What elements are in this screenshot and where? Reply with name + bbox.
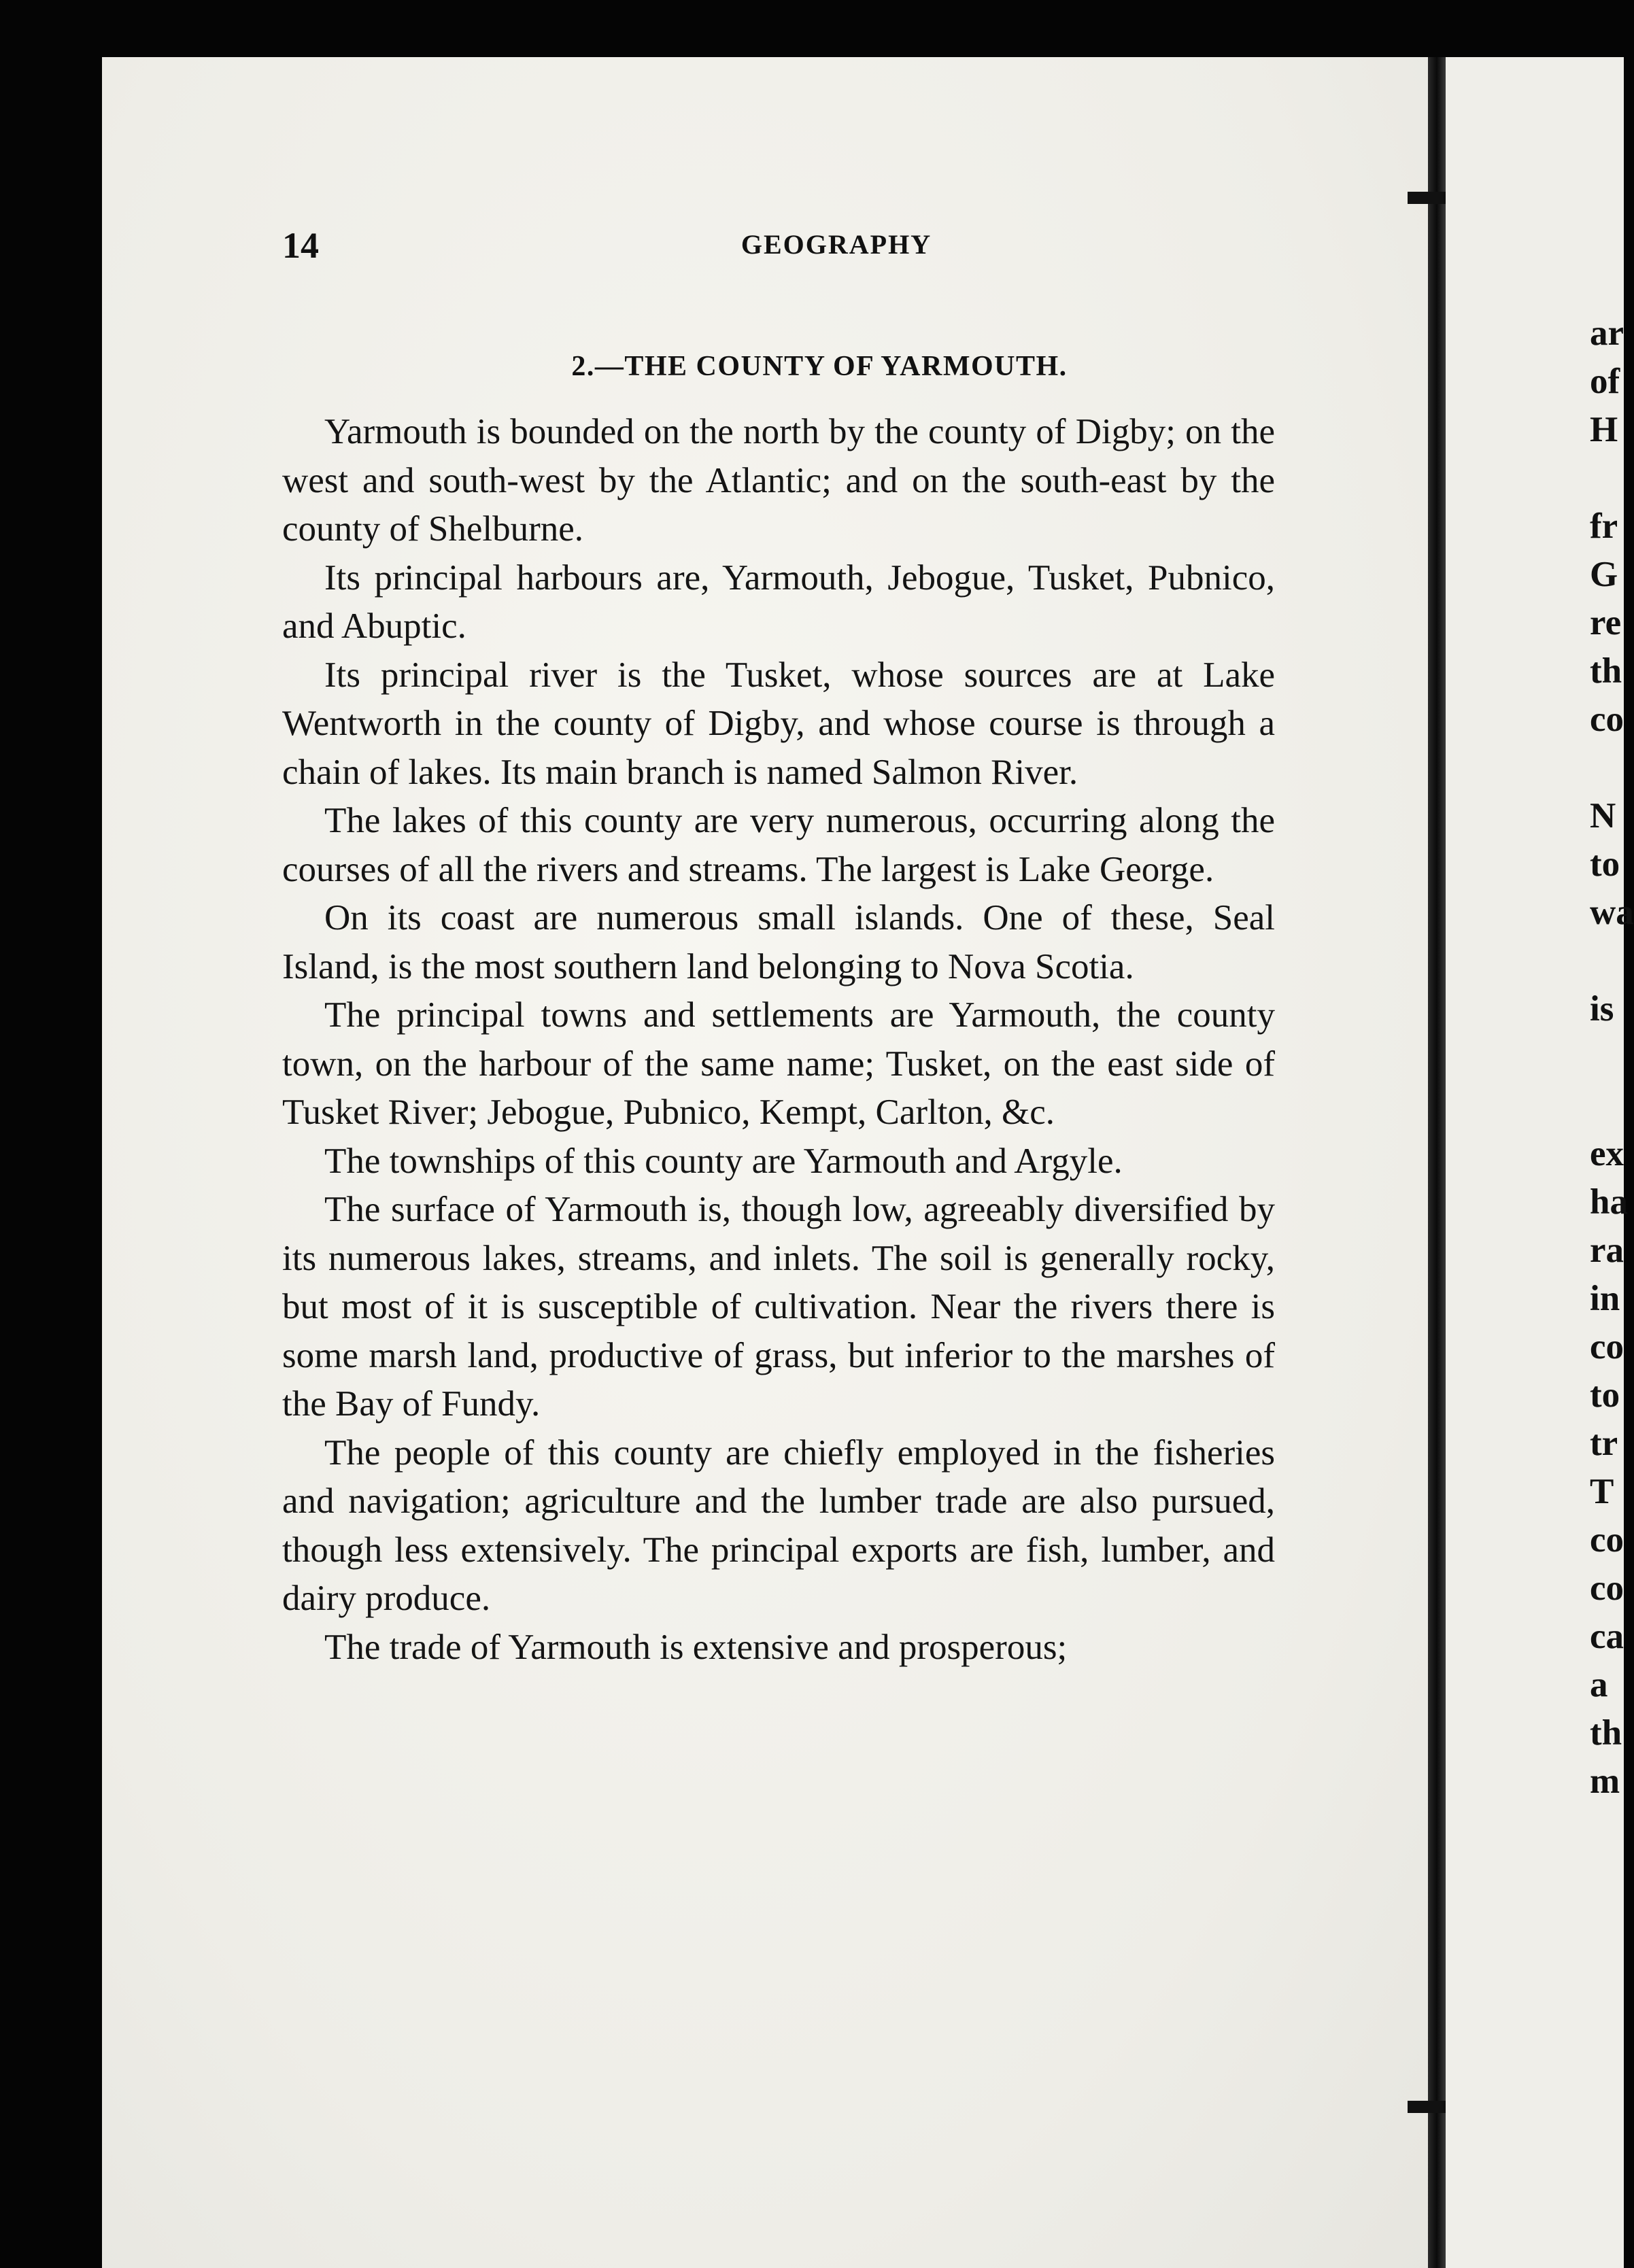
facing-page-fragment xyxy=(1590,937,1634,985)
facing-page-fragment: co xyxy=(1590,1520,1624,1560)
facing-page-fragment: ca xyxy=(1590,1617,1624,1656)
running-head xyxy=(282,224,1275,265)
paragraph: The people of this county are chiefly employed in the fisheries and navigation; agriculture and the lumber trade are also pursued, though less extensively. The principal exports are fish, lumber, and dairy produce. xyxy=(282,1432,1275,1618)
facing-page-fragment: to xyxy=(1590,844,1620,884)
facing-page-fragment: m xyxy=(1590,1762,1620,1801)
facing-page-fragment: ar xyxy=(1590,313,1624,353)
facing-page-fragment: N xyxy=(1590,796,1616,836)
facing-page-fragment xyxy=(1590,454,1634,502)
facing-page-fragment xyxy=(1590,1082,1634,1130)
facing-page-fragment: ex xyxy=(1590,1134,1624,1173)
facing-page-fragment: H xyxy=(1590,410,1618,449)
facing-page-fragment: co xyxy=(1590,1327,1624,1367)
book-gutter xyxy=(1428,57,1446,2268)
facing-page-fragment: co xyxy=(1590,1568,1624,1608)
paragraph: Its principal harbours are, Yarmouth, Jebogue, Tusket, Pubnico, and Abuptic. xyxy=(282,557,1275,646)
facing-page-fragment: fr xyxy=(1590,506,1618,546)
facing-page-fragment: wa xyxy=(1590,893,1634,932)
facing-page-fragment: re xyxy=(1590,603,1622,642)
paragraph: The trade of Yarmouth is extensive and prosperous; xyxy=(324,1627,1068,1667)
facing-page-fragment: G xyxy=(1590,555,1618,594)
paragraph: Yarmouth is bounded on the north by the county of Digby; on the west and south-west by the Atlantic; and on the south-east by the county of Shelburne. xyxy=(282,412,1275,549)
facing-page-fragment: th xyxy=(1590,651,1622,691)
paragraph: The townships of this county are Yarmouth and Argyle. xyxy=(324,1141,1123,1181)
facing-page-fragment: tr xyxy=(1590,1424,1618,1463)
running-title: GEOGRAPHY xyxy=(741,229,932,260)
facing-page-fragment: co xyxy=(1590,700,1624,739)
facing-page-fragment: in xyxy=(1590,1279,1620,1318)
facing-page-fragment xyxy=(1590,744,1634,792)
paragraph: The surface of Yarmouth is, though low, agreeably diversified by its numerous lakes, streams, and inlets. The soil is generally rocky, but most of it is susceptible of cultivation. Near the rivers there is some marsh land, productive of grass, but inferior to the marshes of the Bay of Fundy. xyxy=(282,1190,1275,1424)
facing-page-fragment xyxy=(1590,1033,1634,1082)
facing-page-fragment: a xyxy=(1590,1665,1608,1704)
section-heading: 2.—THE COUNTY OF YARMOUTH. xyxy=(571,351,1068,382)
facing-page-fragment: to xyxy=(1590,1375,1620,1415)
facing-page-fragment: is xyxy=(1590,989,1614,1029)
paragraph: The lakes of this county are very numerous, occurring along the courses of all the rivers and streams. The largest is Lake George. xyxy=(282,801,1275,889)
facing-page-fragment: T xyxy=(1590,1472,1614,1511)
facing-page-text-fragments xyxy=(1590,309,1634,1806)
paragraph: Its principal river is the Tusket, whose sources are at Lake Wentworth in the county of Digby, and whose course is through a chain of lakes. Its main branch is named Salmon River. xyxy=(282,655,1275,792)
facing-page-fragment: ha xyxy=(1590,1182,1628,1222)
facing-page-fragment: ra xyxy=(1590,1231,1624,1270)
body-text xyxy=(282,408,1275,1672)
paragraph: The principal towns and settlements are Yarmouth, the county town, on the harbour of the same name; Tusket, on the east side of Tusket River; Jebogue, Pubnico, Kempt, Carlton, &c. xyxy=(282,995,1275,1132)
facing-page-fragment: th xyxy=(1590,1713,1622,1753)
paragraph: On its coast are numerous small islands. One of these, Seal Island, is the most southern land belonging to Nova Scotia. xyxy=(282,898,1275,986)
page-number: 14 xyxy=(282,225,319,266)
facing-page-fragment: of xyxy=(1590,362,1620,401)
